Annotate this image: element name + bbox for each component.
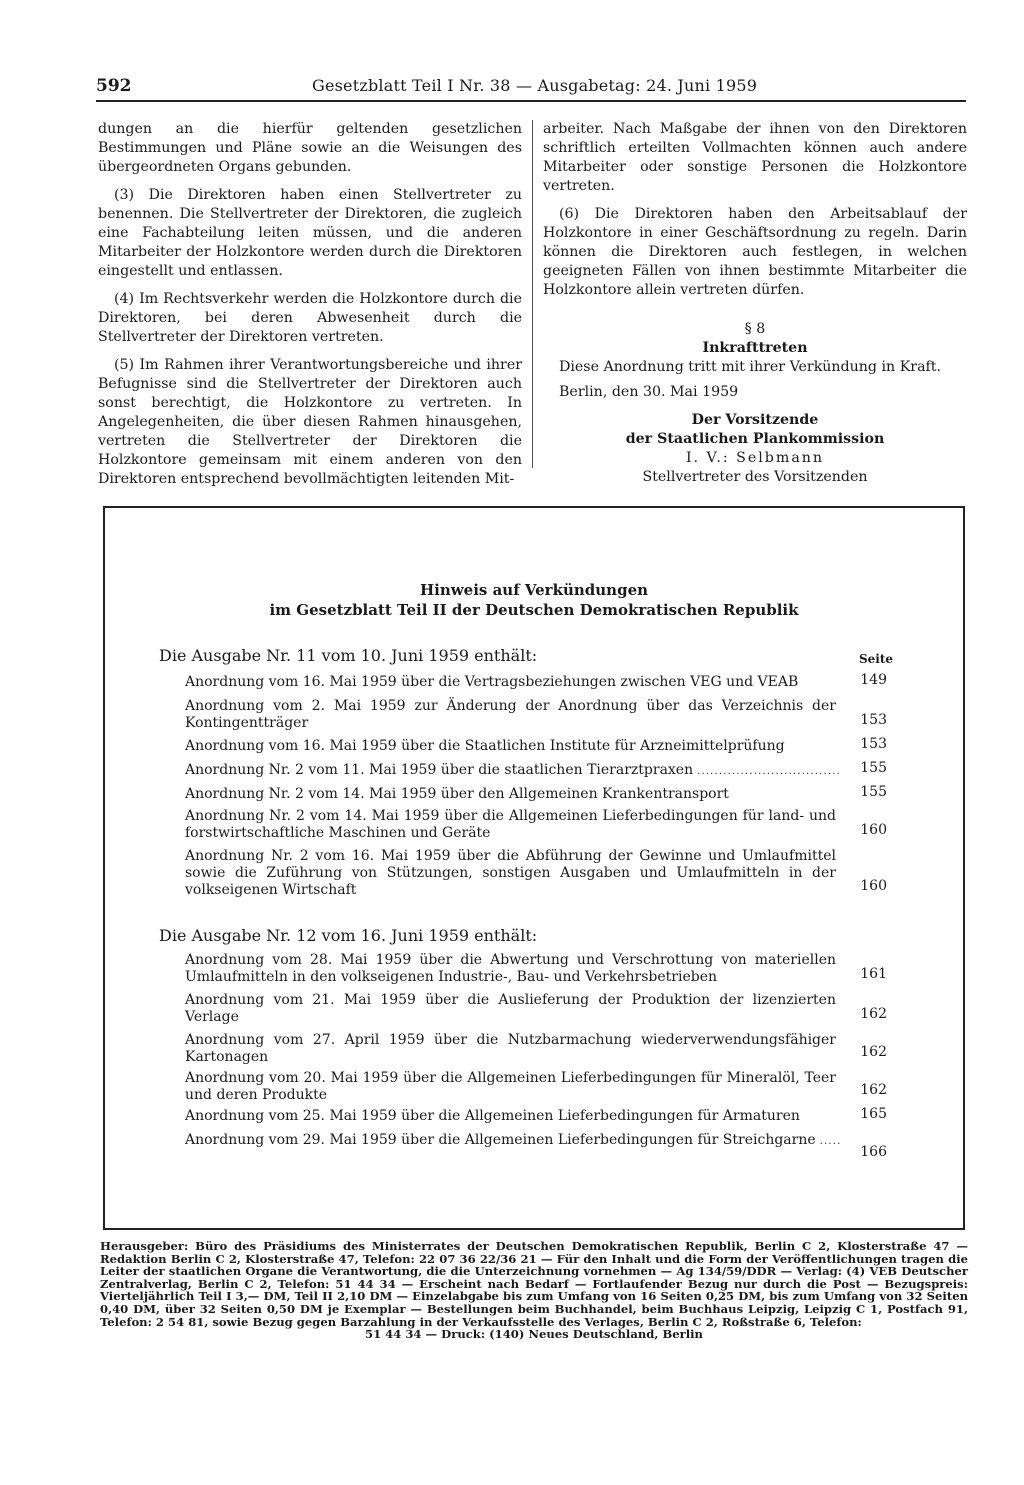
header-title: Gesetzblatt Teil I Nr. 38 — Ausgabetag: 24. Juni 1959	[312, 76, 758, 95]
page-ref: 155	[860, 784, 887, 800]
list-item: Anordnung Nr. 2 vom 14. Mai 1959 über die Allgemeinen Lieferbedingungen für land- und forstwirtschaftliche Maschinen und Geräte	[185, 808, 836, 841]
signature-title: Der Vorsitzende	[691, 412, 819, 428]
page-ref: 153	[860, 736, 887, 752]
section-number: § 8	[744, 321, 766, 337]
list-item: Anordnung vom 28. Mai 1959 über die Abwertung und Verschrottung von materiellen Umlaufmitteln in den volkseigenen Industrie-, Bau- und Verkehrsbetrieben	[185, 952, 836, 985]
list-item: Anordnung Nr. 2 vom 16. Mai 1959 über die Abführung der Gewinne und Umlaufmittel sowie die Zuführung von Stützungen, sonstigen Ausgaben und Umlaufmitteln in der volkseigenen Wirtschaft	[185, 848, 836, 898]
signature-authority: der Staatlichen Plankommission	[625, 431, 885, 447]
list-item: Anordnung Nr. 2 vom 14. Mai 1959 über den Allgemeinen Krankentransport	[185, 786, 729, 802]
paragraph: (6) Die Direktoren haben den Arbeitsablauf der Holzkontore in einer Geschäftsordnung zu regeln. Darin können die Direktoren auch festlegen, in welchen geeigneten Fällen von ihnen bestimmte Mitarbeiter die Holzkontore allein vertreten dürfen.	[543, 206, 967, 298]
issue-heading: Die Ausgabe Nr. 12 vom 16. Juni 1959 enthält:	[159, 926, 538, 945]
page-ref: 161	[860, 966, 887, 982]
page-ref: 162	[860, 1082, 887, 1098]
list-item: Anordnung vom 16. Mai 1959 über die Vertragsbeziehungen zwischen VEG und VEAB	[185, 674, 799, 690]
paragraph: dungen an die hierfür geltenden gesetzlichen Bestimmungen und Pläne sowie an die Weisungen des übergeordneten Organs gebunden.	[98, 121, 522, 175]
notice-box	[103, 506, 965, 1230]
page-ref: 149	[860, 672, 887, 688]
list-item: Anordnung vom 29. Mai 1959 über die Allgemeinen Lieferbedingungen für Streichgarne . . .	[185, 1132, 840, 1150]
page-ref: 160	[860, 822, 887, 838]
page-ref: 160	[860, 878, 887, 894]
imprint-end: 51 44 34 — Druck: (140) Neues Deutschland, Berlin	[365, 1327, 703, 1342]
list-item: Anordnung vom 2. Mai 1959 zur Änderung der Anordnung über das Verzeichnis der Kontingentträger	[185, 698, 836, 731]
page-ref: 155	[860, 760, 887, 776]
column-divider	[532, 120, 533, 468]
issue-heading: Die Ausgabe Nr. 11 vom 10. Juni 1959 enthält:	[159, 646, 538, 665]
list-item: Anordnung vom 25. Mai 1959 über die Allgemeinen Lieferbedingungen für Armaturen	[185, 1108, 800, 1124]
page-ref: 162	[860, 1044, 887, 1060]
imprint	[100, 1240, 968, 1341]
seite-label: Seite	[858, 652, 893, 666]
signature-name: I. V.: Selbmann	[685, 450, 825, 466]
left-column	[98, 120, 522, 498]
notice-title: Hinweis auf Verkündungen	[419, 581, 649, 599]
page-ref: 166	[860, 1144, 887, 1160]
page-ref: 153	[860, 712, 887, 728]
list-item: Anordnung vom 27. April 1959 über die Nutzbarmachung wiederverwendungsfähiger Kartonagen	[185, 1032, 836, 1065]
list-item: Anordnung vom 16. Mai 1959 über die Staatlichen Institute für Arzneimittelprüfung	[185, 738, 785, 754]
section-text: Diese Anordnung tritt mit ihrer Verkündung in Kraft.	[559, 359, 941, 375]
imprint-text: Herausgeber: Büro des Präsidiums des Ministerrates der Deutschen Demokratischen Republik, Berlin C 2, Klosterstraße 47 — Redaktion Berlin C 2, Klosterstraße 47, Telefon: 22 07 36 22/36 21 — Für den Inhalt und die Form der Veröffentlichungen tragen die Leiter der staatlichen Organe die Verantwortung, die die Unterzeichnung vornehmen — Ag 134/59/DDR — Verlag: (4) VEB Deutscher Zentralverlag, Berlin C 2, Telefon: 51 44 34 — Erscheint nach Bedarf — Fortlaufender Bezug nur durch die Post — Bezugspreis: Vierteljährlich Teil I 3,— DM, Teil II 2,10 DM — Einzelabgabe bis zum Umfang von 16 Seiten 0,25 DM, bis zum Umfang von 32 Seiten 0,40 DM, über 32 Seiten 0,50 DM je Exemplar — Bestellungen beim Buchhandel, beim Buchhaus Leipzig, Leipzig C 1, Postfach 91, Telefon: 2 54 81, sowie Bezug gegen Barzahlung in der Verkaufsstelle des Verlages, Berlin C 2, Roßstraße 6, Telefon:	[100, 1239, 968, 1329]
paragraph: (5) Im Rahmen ihrer Verantwortungsbereiche und ihrer Befugnisse sind die Stellvertreter der Direktoren auch sonst berechtigt, die Holzkontore zu vertreten. In Angelegenheiten, die über diesen Rahmen hinausgehen, vertreten die Stellvertreter der Direktoren die Holzkontore gemeinsam mit einem anderen von den Direktoren entsprechend bevollmächtigten leitenden Mit-	[98, 357, 522, 487]
list-item: Anordnung vom 20. Mai 1959 über die Allgemeinen Lieferbedingungen für Mineralöl, Teer und deren Produkte	[185, 1070, 836, 1103]
page-ref: 165	[860, 1106, 887, 1122]
section-title: Inkrafttreten	[702, 340, 808, 356]
page-header	[96, 76, 966, 102]
signature-role: Stellvertreter des Vorsitzenden	[642, 469, 868, 485]
right-column	[543, 120, 967, 487]
place-date: Berlin, den 30. Mai 1959	[559, 384, 739, 400]
notice-subtitle: im Gesetzblatt Teil II der Deutschen Demokratischen Republik	[269, 601, 799, 619]
page-ref: 162	[860, 1006, 887, 1022]
paragraph: (3) Die Direktoren haben einen Stellvertreter zu benennen. Die Stellvertreter der Direktoren, die zugleich eine Fachabteilung leiten müssen, und die anderen Mitarbeiter der Holzkontore werden durch die Direktoren eingestellt und entlassen.	[98, 187, 522, 279]
paragraph: (4) Im Rechtsverkehr werden die Holzkontore durch die Direktoren, bei deren Abwesenheit durch die Stellvertreter der Direktoren vertreten.	[98, 291, 522, 345]
list-item: Anordnung vom 21. Mai 1959 über die Auslieferung der Produktion der lizenzierten Verlage	[185, 992, 836, 1025]
page-number: 592	[96, 76, 132, 96]
list-item: Anordnung Nr. 2 vom 11. Mai 1959 über die staatlichen Tierarztpraxen . . .	[185, 762, 840, 780]
paragraph: arbeiter. Nach Maßgabe der ihnen von den Direktoren schriftlich erteilten Vollmachten können auch andere Mitarbeiter oder sonstige Personen die Holzkontore vertreten.	[543, 121, 967, 194]
